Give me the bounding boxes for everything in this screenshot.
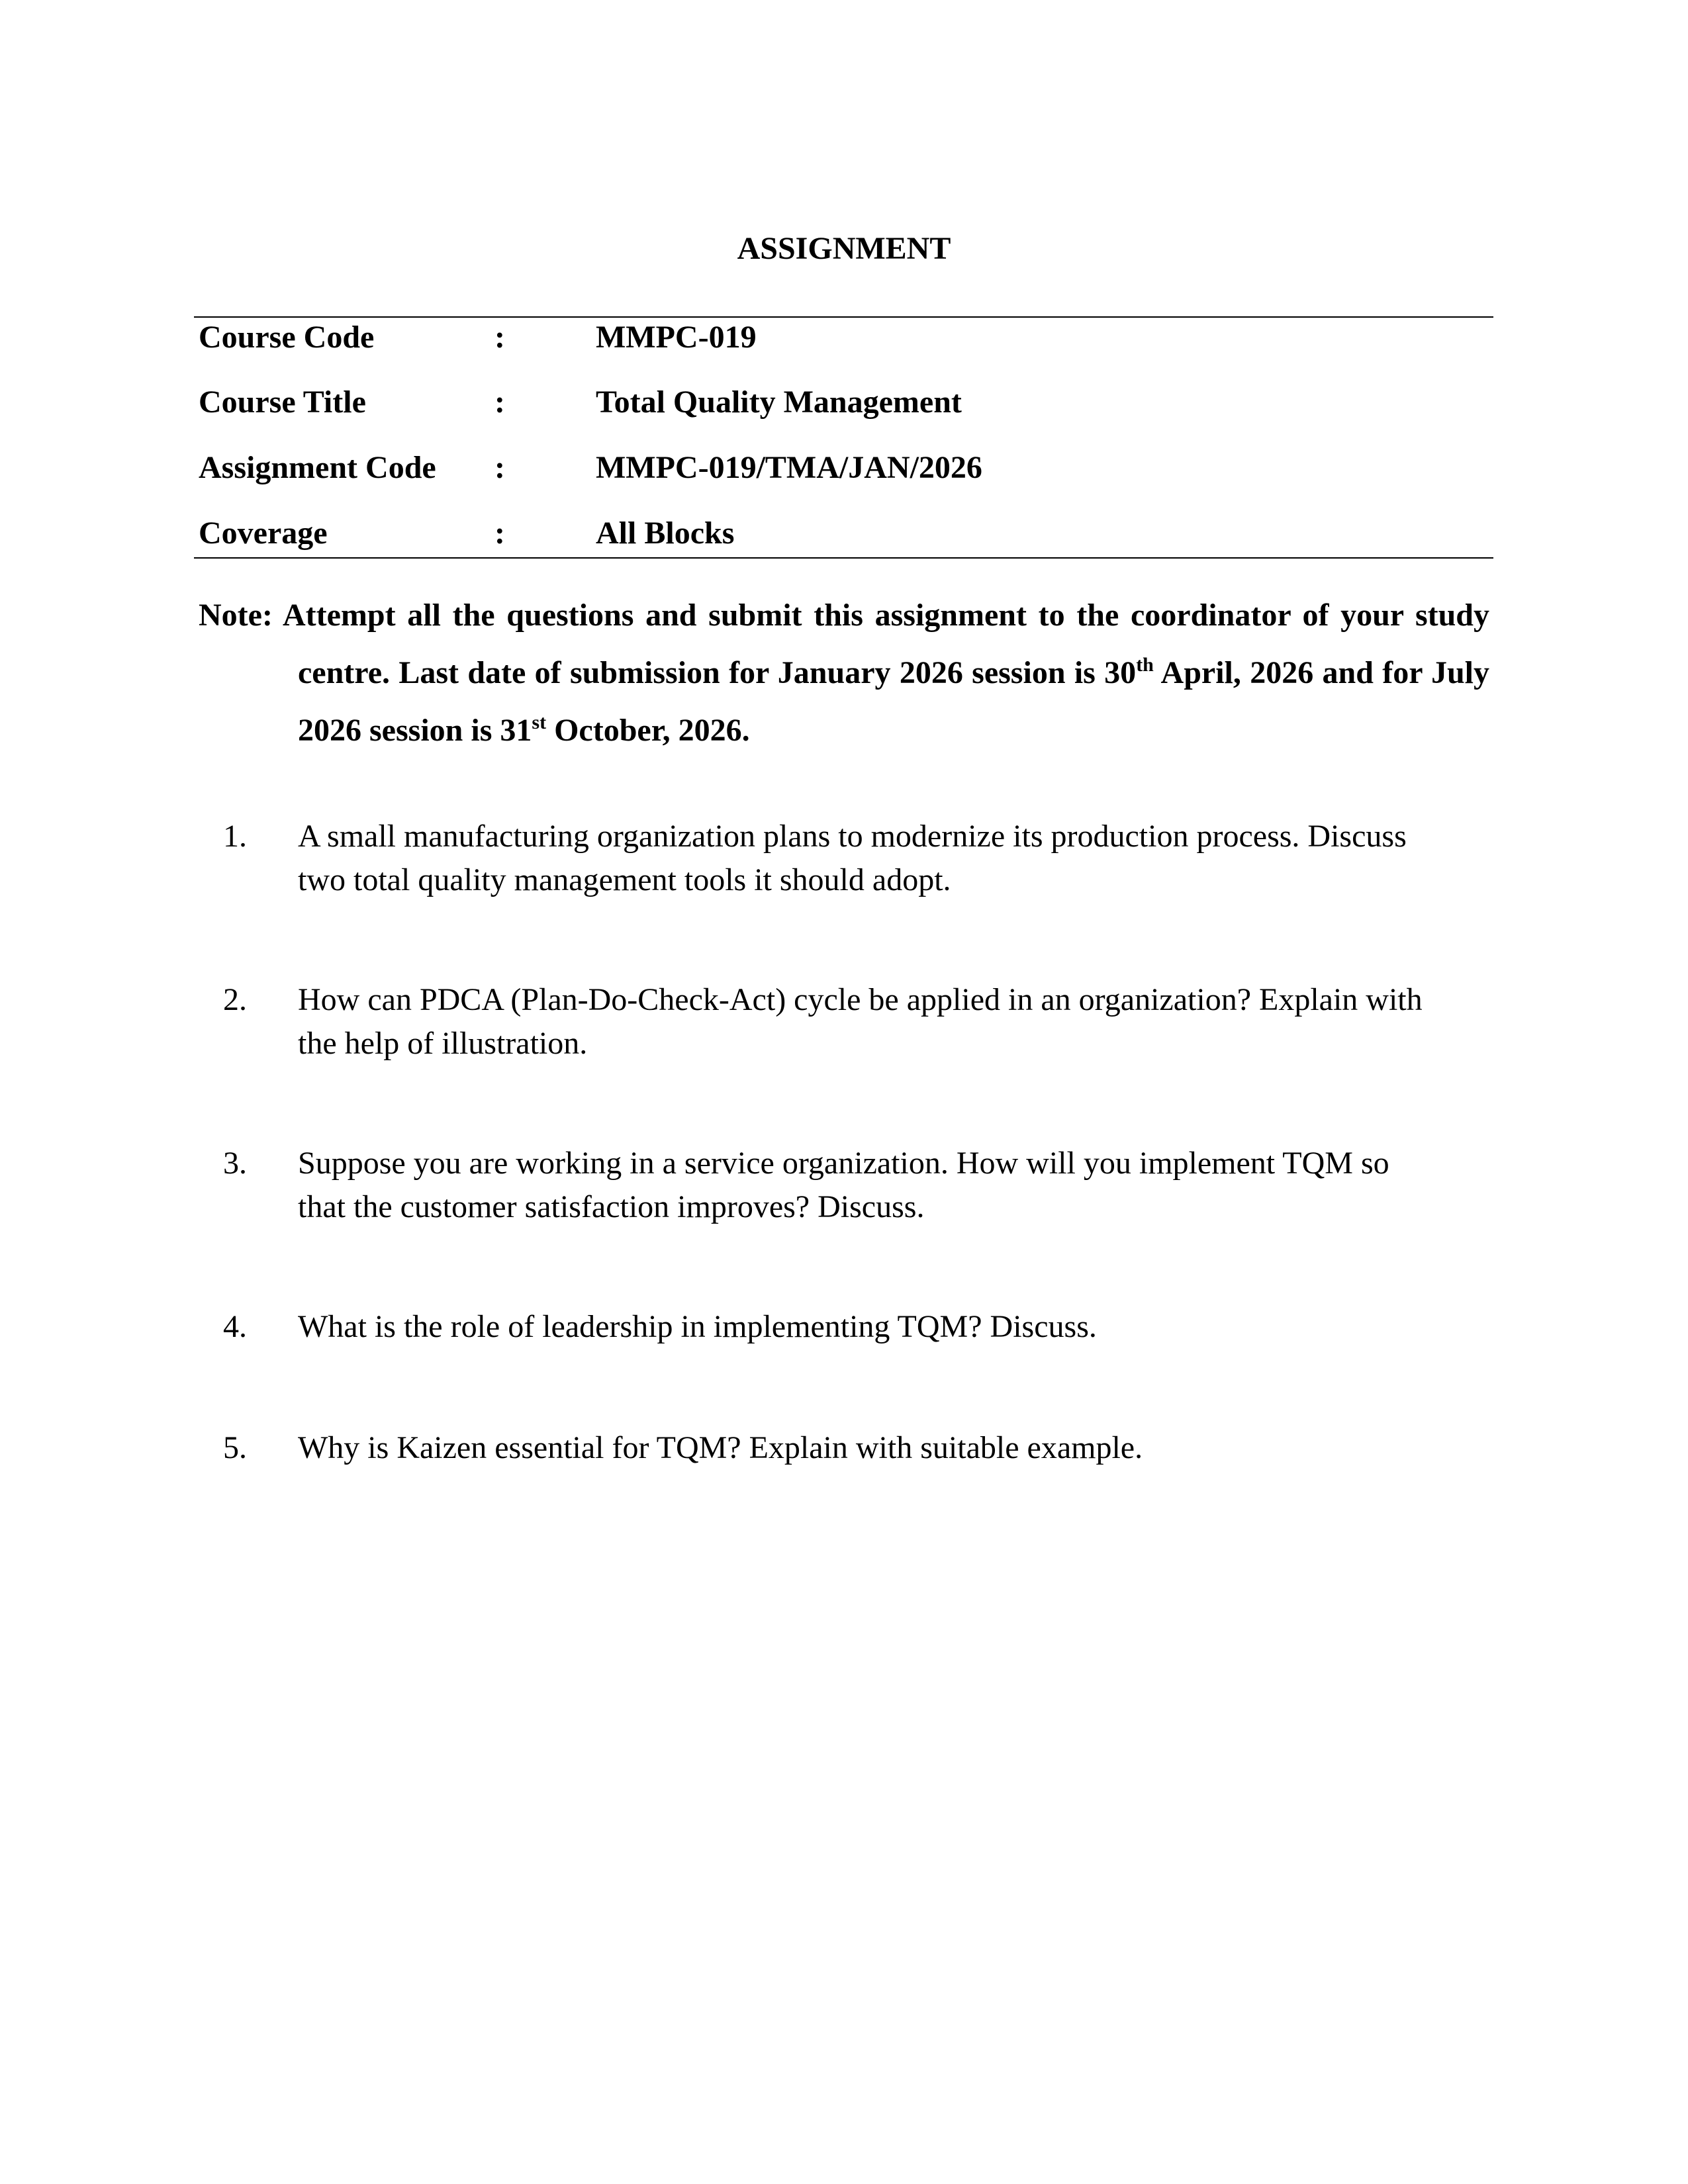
note-superscript: th [1136, 654, 1154, 676]
question-line: that the customer satisfaction improves? Discuss. [298, 1189, 925, 1224]
question-line: Suppose you are working in a service organization. How will you implement TQM so [298, 1146, 1389, 1181]
submission-note [199, 586, 1489, 759]
header-rule-bottom [194, 557, 1493, 559]
info-row-course-title [0, 383, 1688, 422]
info-row-course-code [0, 318, 1688, 357]
question-line: the help of illustration. [298, 1026, 588, 1061]
page-title: ASSIGNMENT [737, 231, 951, 266]
note-text: Note: Attempt all the questions and submit this assignment to the coordinator of your study centre. Last date of submission for January 2026 session is 30 [199, 598, 1489, 690]
note-text: October, 2026. [546, 713, 750, 748]
info-value: Total Quality Management [596, 385, 962, 420]
info-colon: : [494, 320, 505, 355]
info-label: Coverage [199, 516, 328, 551]
question-text [298, 1305, 1489, 1349]
info-colon: : [494, 516, 505, 551]
question-text [298, 1426, 1489, 1470]
info-value: All Blocks [596, 516, 735, 551]
question-text [298, 1142, 1489, 1229]
info-label: Assignment Code [199, 450, 436, 485]
question-text [298, 978, 1489, 1066]
question-line: What is the role of leadership in implementing TQM? Discuss. [298, 1309, 1097, 1344]
note-superscript: st [532, 711, 547, 733]
info-label: Course Title [199, 385, 366, 420]
question-number: 5. [223, 1430, 247, 1465]
info-value: MMPC-019/TMA/JAN/2026 [596, 450, 982, 485]
question-number: 3. [223, 1146, 247, 1181]
info-row-coverage [0, 514, 1688, 553]
question-line: How can PDCA (Plan-Do-Check-Act) cycle be applied in an organization? Explain with [298, 982, 1423, 1017]
note-paragraph [199, 586, 1489, 759]
info-value: MMPC-019 [596, 320, 757, 355]
note-text: April, 2026 and for July 2026 session is 31 [298, 655, 1490, 748]
question-line: Why is Kaizen essential for TQM? Explain with suitable example. [298, 1430, 1143, 1465]
question-number: 1. [223, 819, 247, 854]
info-colon: : [494, 450, 505, 485]
question-text [298, 815, 1489, 902]
question-number: 2. [223, 982, 247, 1017]
info-label: Course Code [199, 320, 375, 355]
question-line: two total quality management tools it should adopt. [298, 862, 951, 897]
question-line: A small manufacturing organization plans to modernize its production process. Discuss [298, 819, 1407, 854]
question-number: 4. [223, 1309, 247, 1344]
info-row-assignment-code [0, 448, 1688, 488]
info-colon: : [494, 385, 505, 420]
